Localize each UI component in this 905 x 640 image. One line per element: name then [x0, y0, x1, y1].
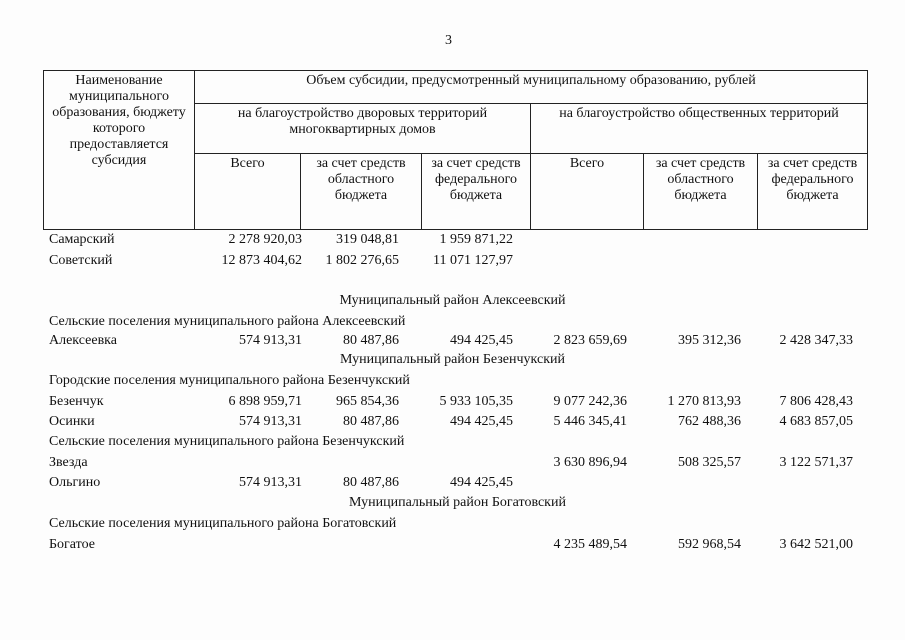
- yard-regional: 319 048,81: [336, 232, 399, 247]
- table-row: [0, 393, 905, 411]
- yard-federal: 11 071 127,97: [433, 253, 513, 268]
- section-heading: Муниципальный район Богатовский: [349, 495, 566, 510]
- yard-regional: 80 487,86: [343, 333, 399, 348]
- page-number: 3: [445, 33, 452, 48]
- public-total: 9 077 242,36: [553, 394, 627, 409]
- yard-total: 2 278 920,03: [228, 232, 302, 247]
- row-name: Советский: [49, 253, 113, 268]
- yard-total: 12 873 404,62: [221, 253, 302, 268]
- public-regional: 395 312,36: [678, 333, 741, 348]
- header-total-title: Объем субсидии, предусмотренный муниципальному образованию, рублей: [195, 71, 868, 104]
- table-row: [0, 252, 905, 270]
- yard-federal: 1 959 871,22: [439, 232, 513, 247]
- public-total: 4 235 489,54: [553, 537, 627, 552]
- header-public-regional: за счет средств областного бюджета: [644, 153, 758, 229]
- row-name: Звезда: [49, 455, 88, 470]
- row-name: Осинки: [49, 414, 95, 429]
- section-heading: Муниципальный район Алексеевский: [339, 293, 566, 308]
- row-name: Безенчук: [49, 394, 104, 409]
- header-name-column: Наименование муниципального образования, бюджету которого предоставляется субсидия: [44, 71, 195, 230]
- public-federal: 4 683 857,05: [779, 414, 853, 429]
- table-row: [0, 332, 905, 350]
- yard-federal: 494 425,45: [450, 414, 513, 429]
- public-federal: 7 806 428,43: [779, 394, 853, 409]
- header-public-title: на благоустройство общественных территорий: [531, 104, 868, 154]
- group-heading: Городские поселения муниципального района Безенчукский: [49, 373, 410, 388]
- row-name: Алексеевка: [49, 333, 117, 348]
- header-yard-title: на благоустройство дворовых территорий многоквартирных домов: [195, 104, 531, 154]
- group-heading: Сельские поселения муниципального района Безенчукский: [49, 434, 405, 449]
- yard-regional: 965 854,36: [336, 394, 399, 409]
- table-row: [0, 536, 905, 554]
- public-total: 2 823 659,69: [553, 333, 627, 348]
- public-regional: 762 488,36: [678, 414, 741, 429]
- yard-total: 574 913,31: [239, 414, 302, 429]
- public-federal: 2 428 347,33: [779, 333, 853, 348]
- header-public-federal: за счет средств федерального бюджета: [758, 153, 868, 229]
- row-name: Самарский: [49, 232, 115, 247]
- public-total: 5 446 345,41: [553, 414, 627, 429]
- table-header: [43, 70, 868, 230]
- table-row: [0, 231, 905, 249]
- header-yard-regional: за счет средств областного бюджета: [301, 153, 422, 229]
- table-row: [0, 474, 905, 492]
- section-heading: Муниципальный район Безенчукский: [339, 352, 565, 367]
- yard-federal: 5 933 105,35: [439, 394, 513, 409]
- yard-total: 6 898 959,71: [228, 394, 302, 409]
- yard-regional: 80 487,86: [343, 475, 399, 490]
- table-row: [0, 413, 905, 431]
- yard-total: 574 913,31: [239, 475, 302, 490]
- public-total: 3 630 896,94: [553, 455, 627, 470]
- row-name: Богатое: [49, 537, 95, 552]
- group-heading: Сельские поселения муниципального района Богатовский: [49, 516, 397, 531]
- public-regional: 592 968,54: [678, 537, 741, 552]
- row-name: Ольгино: [49, 475, 101, 490]
- yard-regional: 80 487,86: [343, 414, 399, 429]
- group-heading: Сельские поселения муниципального района Алексеевский: [49, 314, 406, 329]
- public-federal: 3 642 521,00: [779, 537, 853, 552]
- header-public-total: Всего: [531, 153, 644, 229]
- yard-federal: 494 425,45: [450, 475, 513, 490]
- public-regional: 1 270 813,93: [667, 394, 741, 409]
- table-row: [0, 454, 905, 472]
- header-yard-total: Всего: [195, 153, 301, 229]
- header-yard-federal: за счет средств федерального бюджета: [422, 153, 531, 229]
- yard-total: 574 913,31: [239, 333, 302, 348]
- public-federal: 3 122 571,37: [779, 455, 853, 470]
- yard-federal: 494 425,45: [450, 333, 513, 348]
- public-regional: 508 325,57: [678, 455, 741, 470]
- yard-regional: 1 802 276,65: [325, 253, 399, 268]
